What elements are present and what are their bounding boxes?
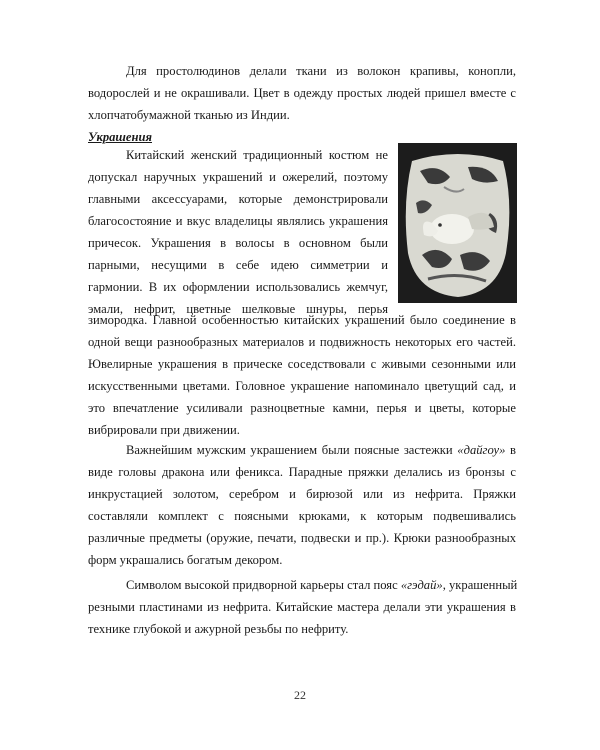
paragraph-line: благосостояние и вкус владелицы являлись украшения [88,214,388,228]
paragraph-line: форм украшались богатым декором. [88,553,283,567]
term-daigou: «дайгоу» [457,443,506,457]
paragraph-line: виде головы дракона или феникса. Парадные пряжки делались из бронзы с [88,465,516,479]
paragraph-decorations-full [88,309,516,441]
paragraph-line: технике глубокой и ажурной резьбы по нефриту. [88,622,349,636]
paragraph-mens-decorations [88,439,516,571]
page-number: 22 [294,688,306,702]
paragraph-fabrics [88,60,516,126]
paragraph-decorations-wrapped [88,144,388,320]
paragraph-line: парными, несущими в себе идею симметрии и [88,258,388,272]
paragraph-line: Ювелирные украшения в прическе соседствовали с живыми сезонными или [88,357,516,371]
paragraph-line: резными пластинами из нефрита. Китайские мастера делали эти украшения в [88,600,516,614]
paragraph-line: инкрустацией золотом, серебром и бирюзой или из нефрита. Пряжки [88,487,516,501]
text-run: в [505,443,516,457]
paragraph-line: причесок. Украшения в волосы в основном были [88,236,388,250]
paragraph-line: вибрировали при движении. [88,423,240,437]
section-heading: Украшения [88,130,152,144]
paragraph-line: хлопчатобумажной тканью из Индии. [88,108,290,122]
paragraph-line: различные предметы (оружие, печати, подвески и пр.). Крюки разнообразных [88,531,516,545]
paragraph-line: Китайский женский традиционный костюм не [126,148,388,162]
jade-ornament-photo [398,143,517,303]
paragraph-belt [88,574,516,640]
text-run: , украшенный [442,578,518,592]
paragraph-line: гармонии. В их оформлении использовались жемчуг, [88,280,388,294]
paragraph-line: главными аксессуарами, которые демонстрировали [88,192,388,206]
paragraph-line: это впечатление усиливали разноцветные камни, перья и цветы, которые [88,401,516,415]
paragraph-line: Для простолюдинов делали ткани из волокон крапивы, конопли, [126,64,516,78]
jade-carving-illustration [398,143,517,303]
paragraph-line: допускал наручных украшений и ожерелий, поэтому [88,170,388,184]
text-run: Важнейшим мужским украшением были поясные застежки [126,443,458,457]
paragraph-line: одной вещи разнообразных материалов и подвижность некоторых его частей. [88,335,516,349]
paragraph-line [88,439,516,461]
paragraph-line: зимородка. Главной особенностью китайских украшений было соединение в [88,313,516,327]
term-gedai: «гэдай» [400,578,443,592]
paragraph-line: искусственными цветами. Головное украшение напоминало цветущий сад, и [88,379,516,393]
paragraph-line: эмали, нефрит, цветные шелковые шнуры, перья [88,302,388,316]
paragraph-line: водорослей и не окрашивали. Цвет в одежду простых людей пришел вместе с [88,86,516,100]
paragraph-line: составляли комплект с поясными крюками, к которым подвешивались [88,509,516,523]
text-run: Символом высокой придворной карьеры стал пояс [126,578,401,592]
paragraph-line [88,574,516,596]
